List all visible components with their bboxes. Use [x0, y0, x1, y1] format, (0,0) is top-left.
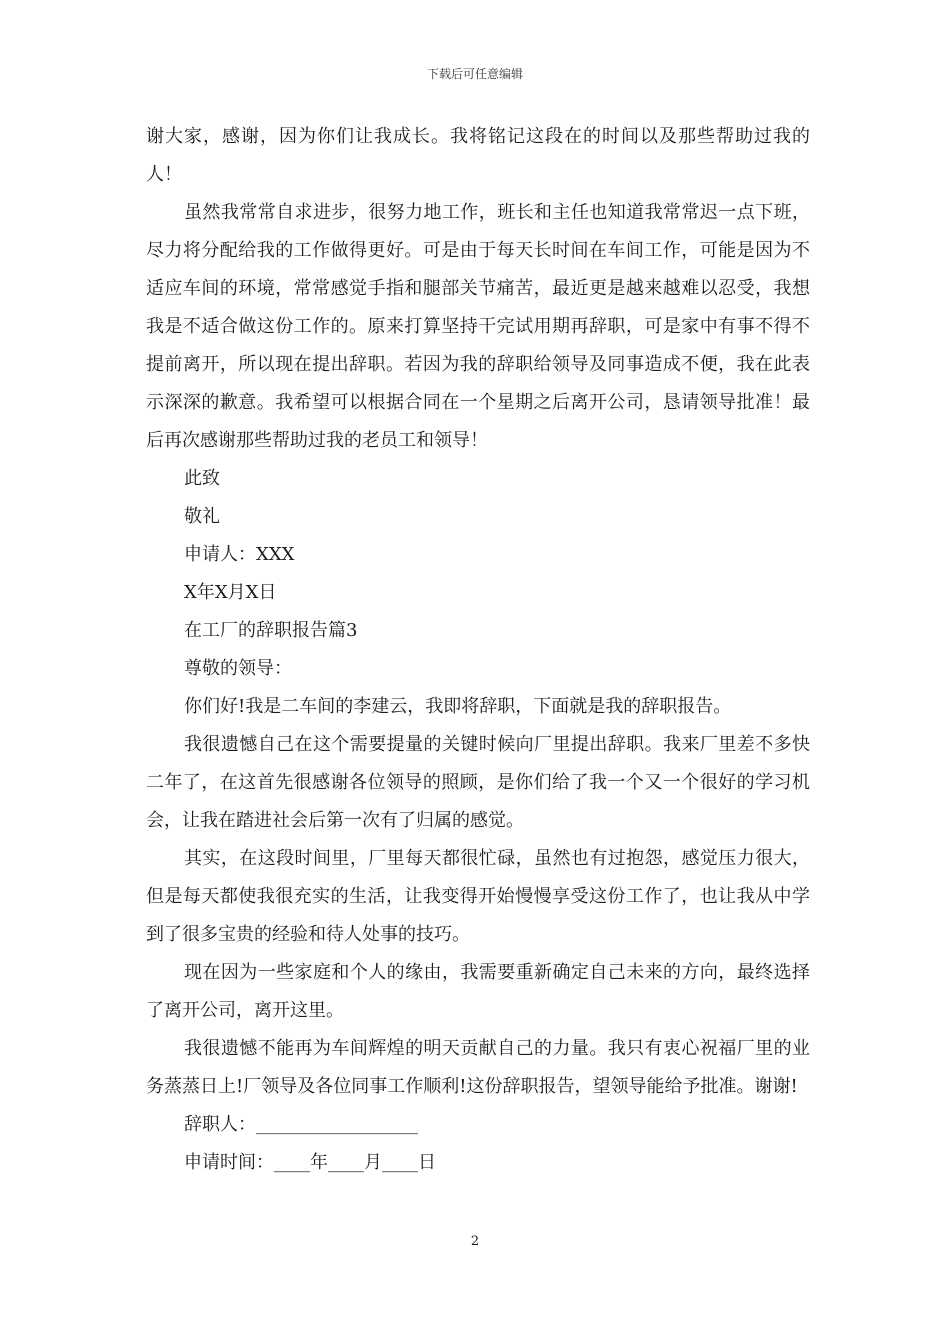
- date-line: X年X月X日: [184, 582, 277, 603]
- document-body: [146, 118, 810, 1182]
- salutation-regards: 敬礼: [184, 506, 220, 527]
- paragraph: 现在因为一些家庭和个人的缘由，我需要重新确定自己未来的方向，最终选择了离开公司，离开这里。: [146, 962, 810, 1021]
- section-title: 在工厂的辞职报告篇3: [184, 620, 358, 641]
- signature-line: 辞职人：__________________: [184, 1114, 418, 1135]
- greeting: 尊敬的领导：: [184, 658, 292, 679]
- paragraph: 你们好!我是二车间的李建云，我即将辞职，下面就是我的辞职报告。: [184, 696, 732, 717]
- paragraph: 谢大家，感谢，因为你们让我成长。我将铭记这段在的时间以及那些帮助过我的人！: [146, 126, 810, 185]
- applicant-line: 申请人：XXX: [184, 544, 295, 565]
- application-date-line: 申请时间：____年____月____日: [184, 1152, 436, 1173]
- paragraph: 虽然我常常自求进步，很努力地工作，班长和主任也知道我常常迟一点下班，尽力将分配给我的工作做得更好。可是由于每天长时间在车间工作，可能是因为不适应车间的环境，常常感觉手指和腿部关节痛苦，最近更是越来越难以忍受，我想我是不适合做这份工作的。原来打算坚持干完试用期再辞职，可是家中有事不得不提前离开，所以现在提出辞职。若因为我的辞职给领导及同事造成不便，我在此表示深深的歉意。我希望可以根据合同在一个星期之后离开公司，恳请领导批准！最后再次感谢那些帮助过我的老员工和领导！: [146, 202, 810, 451]
- page-header: 下载后可任意编辑: [426, 67, 523, 81]
- salutation-closing: 此致: [184, 468, 220, 489]
- paragraph: 我很遗憾自己在这个需要提量的关键时候向厂里提出辞职。我来厂里差不多快二年了，在这首先很感谢各位领导的照顾，是你们给了我一个又一个很好的学习机会，让我在踏进社会后第一次有了归属的感觉。: [146, 734, 810, 831]
- paragraph: 我很遗憾不能再为车间辉煌的明天贡献自己的力量。我只有衷心祝福厂里的业务蒸蒸日上!厂领导及各位同事工作顺利!这份辞职报告，望领导能给予批准。谢谢!: [146, 1038, 810, 1097]
- page-number: 2: [470, 1234, 480, 1249]
- paragraph: 其实，在这段时间里，厂里每天都很忙碌，虽然也有过抱怨，感觉压力很大，但是每天都使我很充实的生活，让我变得开始慢慢享受这份工作了，也让我从中学到了很多宝贵的经验和待人处事的技巧。: [146, 848, 810, 945]
